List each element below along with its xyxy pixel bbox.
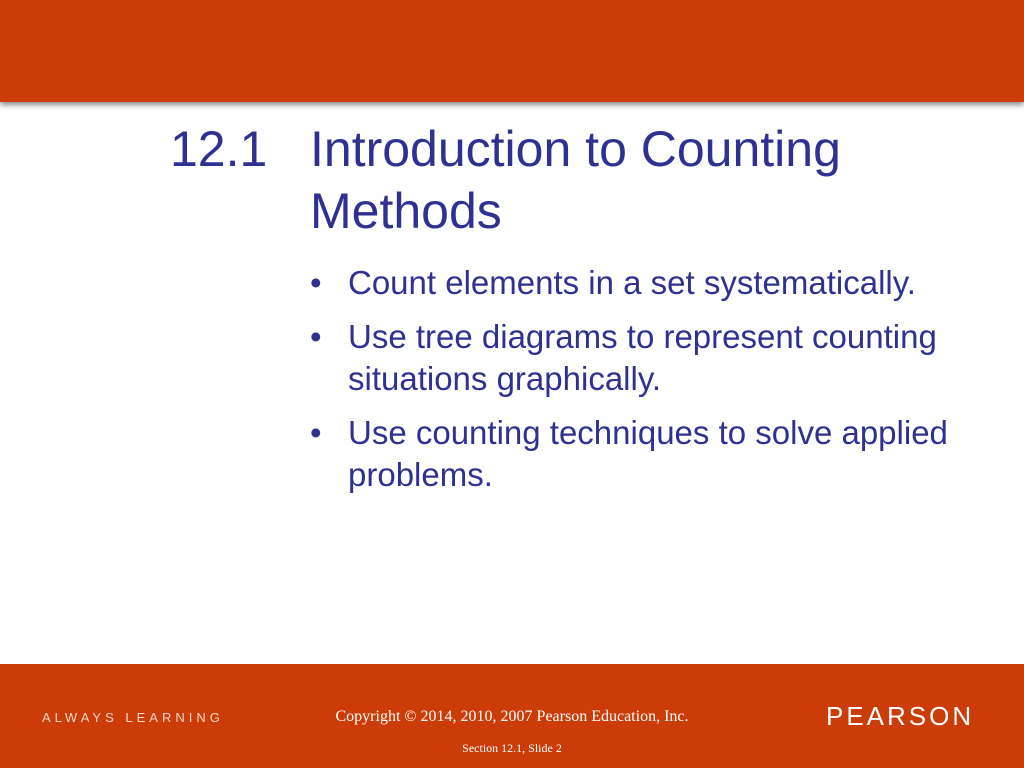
bullet-item [308, 262, 948, 304]
bullet-icon: • [310, 414, 322, 451]
copyright-notice: Copyright © 2014, 2010, 2007 Pearson Education, Inc. [335, 708, 689, 725]
bullet-icon: • [310, 264, 322, 301]
bullet-list [308, 262, 948, 508]
bullet-icon: • [310, 318, 322, 355]
slide-number: Section 12.1, Slide 2 [462, 741, 562, 755]
bullet-text: Count elements in a set systematically. [348, 264, 916, 301]
bullet-text: Use counting techniques to solve applied problems. [348, 414, 948, 493]
footer-tagline: ALWAYS LEARNING [42, 710, 224, 725]
bullet-item [308, 316, 948, 400]
slide-title: Introduction to Counting Methods [310, 121, 841, 239]
section-number: 12.1 [170, 121, 268, 177]
bullet-text: Use tree diagrams to represent counting situations graphically. [348, 318, 937, 397]
bullet-item [308, 412, 948, 496]
pearson-logo: PEARSON [826, 701, 975, 731]
header-bar [0, 0, 1024, 102]
